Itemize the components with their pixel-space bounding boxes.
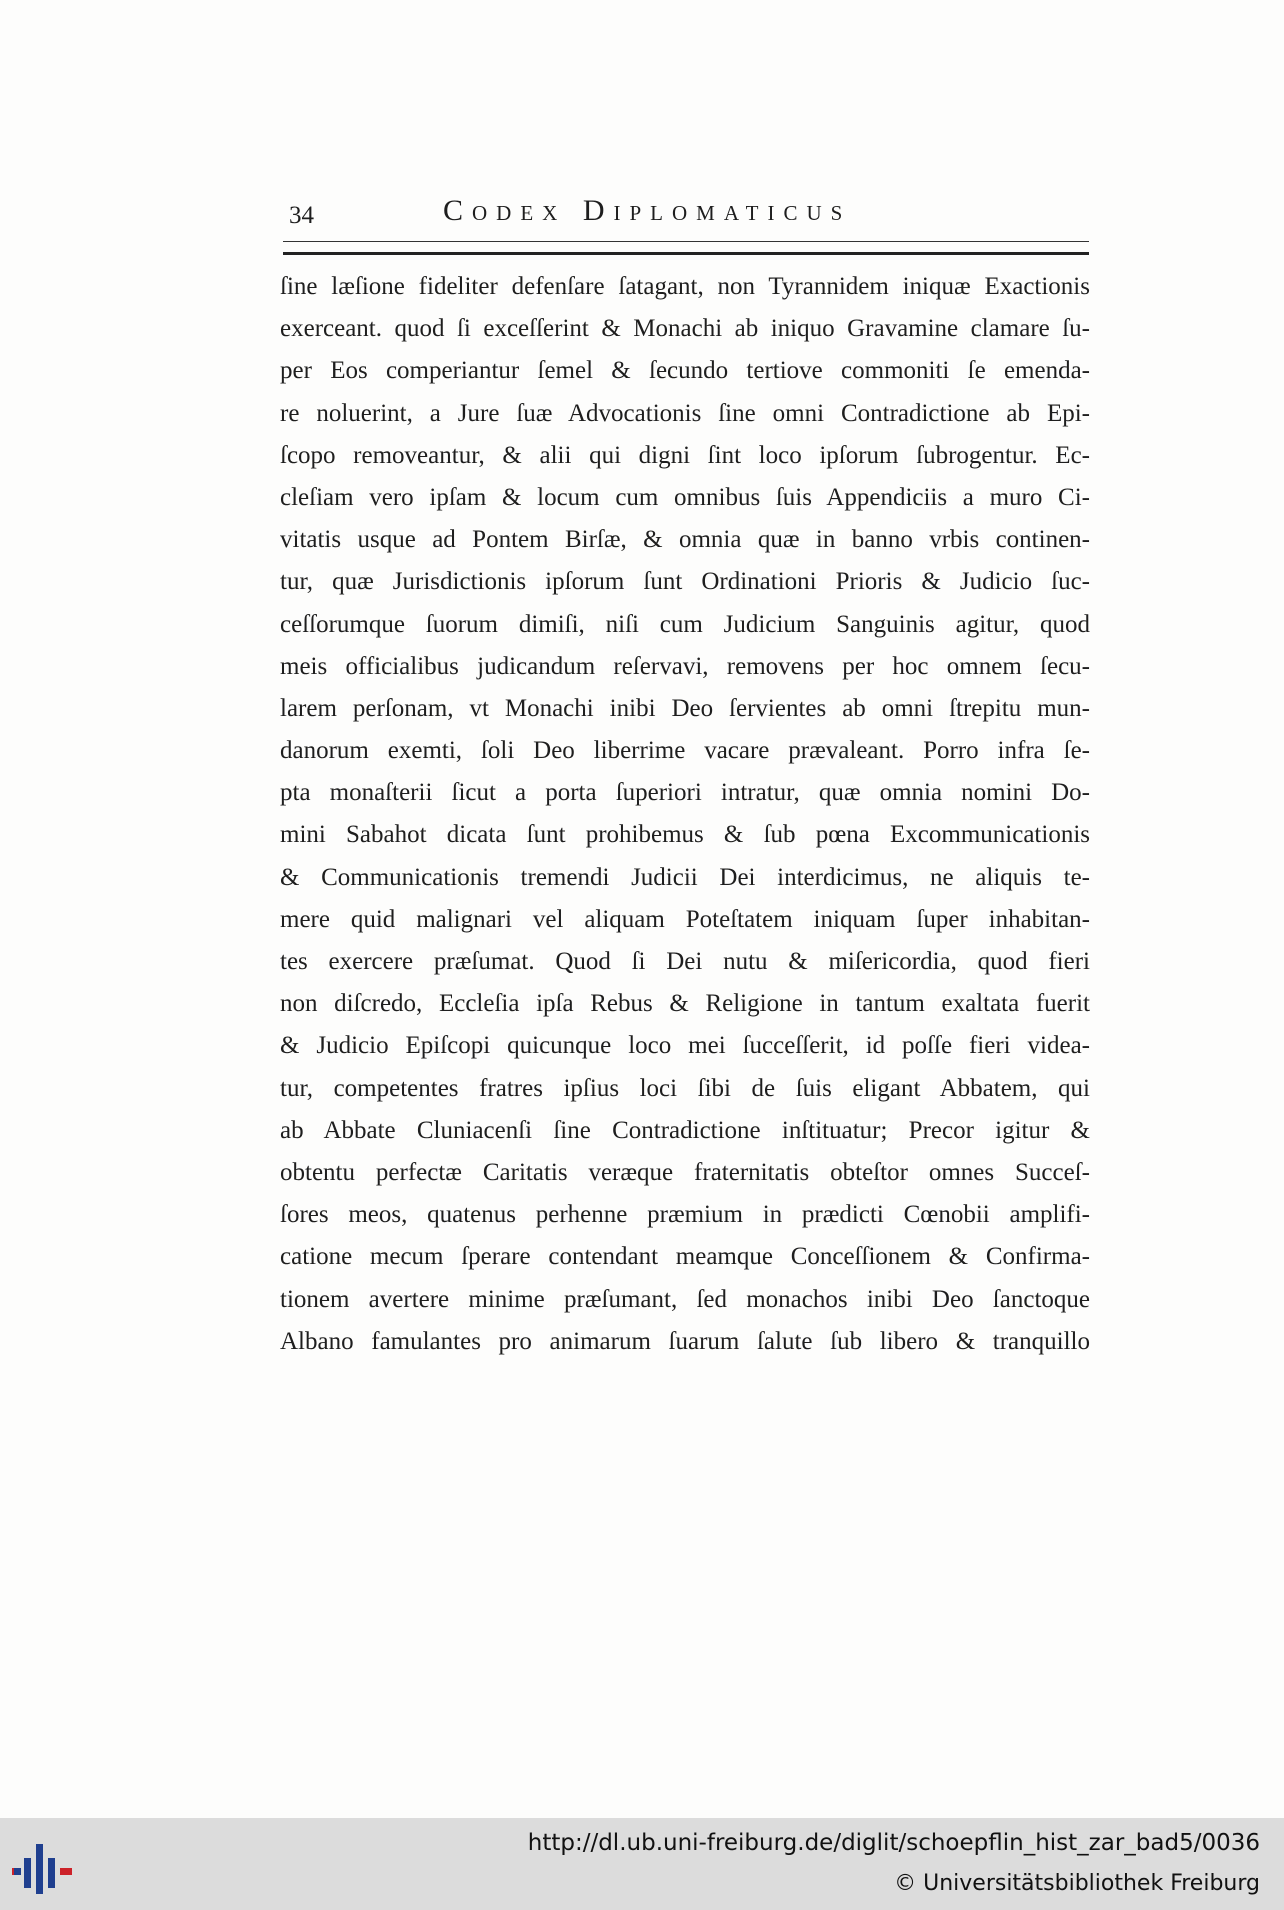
text-line: meis officialibus judicandum reſervavi, removens per hoc omnem ſecu-	[280, 652, 1090, 680]
text-line: re noluerint, a Jure ſuæ Advocationis ſine omni Contradictione ab Epi-	[280, 399, 1090, 427]
footer-copyright: © Universitätsbibliothek Freiburg	[894, 1871, 1260, 1896]
text-line: tur, competentes fratres ipſius loci ſibi de ſuis eligant Abbatem, qui	[280, 1074, 1090, 1102]
text-line: ceſſorumque ſuorum dimiſi, niſi cum Judicium Sanguinis agitur, quod	[280, 610, 1090, 638]
text-line: cleſiam vero ipſam & locum cum omnibus ſuis Appendiciis a muro Ci-	[280, 483, 1090, 511]
page-number: 34	[289, 202, 314, 229]
text-line: & Communicationis tremendi Judicii Dei interdicimus, ne aliquis te-	[280, 863, 1090, 891]
text-line: ſine læſione fideliter defenſare ſatagant, non Tyrannidem iniquæ Exactionis	[280, 273, 1090, 300]
header-rule-thick	[283, 252, 1089, 255]
text-line: per Eos comperiantur ſemel & ſecundo tertiove commoniti ſe emenda-	[280, 357, 1090, 385]
header-rule-thin	[283, 241, 1089, 242]
text-line: ſcopo removeantur, & alii qui digni ſint loco ipſorum ſubrogentur. Ec-	[280, 441, 1090, 469]
text-line: obtentu perfectæ Caritatis veræque fraternitatis obteſtor omnes Succeſ-	[280, 1158, 1090, 1186]
text-line: mini Sabahot dicata ſunt prohibemus & ſub pœna Excommunicationis	[280, 821, 1090, 849]
text-line: Albano famulantes pro animarum ſuarum ſalute ſub libero & tranquillo	[280, 1327, 1090, 1355]
text-line: exerceant. quod ſi exceſſerint & Monachi ab iniquo Gravamine clamare ſu-	[280, 315, 1090, 343]
text-line: ab Abbate Cluniacenſi ſine Contradictione inſtituatur; Precor igitur &	[280, 1116, 1090, 1144]
page-header	[283, 186, 1089, 229]
text-line: ſores meos, quatenus perhenne præmium in prædicti Cœnobii amplifi-	[280, 1201, 1090, 1229]
text-line: larem perſonam, vt Monachi inibi Deo ſervientes ab omni ſtrepitu mun-	[280, 694, 1090, 722]
text-line: pta monaſterii ſicut a porta ſuperiori intratur, quæ omnia nomini Do-	[280, 779, 1090, 807]
text-line: tur, quæ Jurisdictionis ipſorum ſunt Ordinationi Prioris & Judicio ſuc-	[280, 568, 1090, 596]
footer-bar	[0, 1818, 1284, 1910]
text-line: tes exercere præſumat. Quod ſi Dei nutu & miſericordia, quod fieri	[280, 948, 1090, 975]
body-text	[280, 266, 1090, 1363]
text-line: vitatis usque ad Pontem Birſæ, & omnia quæ in banno vrbis continen-	[280, 526, 1090, 554]
ub-freiburg-logo-icon[interactable]	[12, 1832, 82, 1896]
text-line: non diſcredo, Eccleſia ipſa Rebus & Religione in tantum exaltata fuerit	[280, 990, 1090, 1018]
text-line: danorum exemti, ſoli Deo liberrime vacare prævaleant. Porro infra ſe-	[280, 737, 1090, 765]
text-line: mere quid malignari vel aliquam Poteſtatem iniquam ſuper inhabitan-	[280, 905, 1090, 933]
text-line: catione mecum ſperare contendant meamque Conceſſionem & Confirma-	[280, 1243, 1090, 1271]
text-line: & Judicio Epiſcopi quicunque loco mei ſucceſſerit, id poſſe fieri videa-	[280, 1032, 1090, 1060]
running-title: Codex Diplomaticus	[443, 194, 852, 227]
footer-url-link[interactable]: http://dl.ub.uni-freiburg.de/diglit/schoepflin_hist_zar_bad5/0036	[527, 1830, 1260, 1856]
text-line: tionem avertere minime præſumant, ſed monachos inibi Deo ſanctoque	[280, 1285, 1090, 1313]
